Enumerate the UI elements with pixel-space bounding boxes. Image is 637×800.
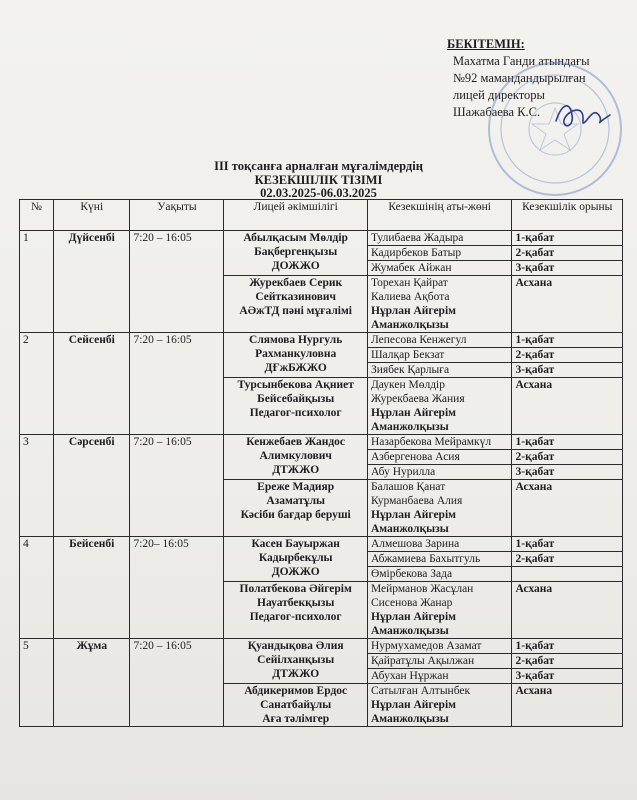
duty-person-cell (367, 639, 512, 654)
admin-line: Сейтказинович (255, 291, 337, 303)
duty-time: 7:20 – 16:05 (130, 639, 224, 727)
day-name: Жұма (54, 639, 130, 727)
duty-person-cell (367, 582, 512, 639)
duty-person: Журекбаева Жания (370, 393, 465, 405)
day-name: Дүйсенбі (54, 231, 130, 333)
duty-person-cell (367, 348, 512, 363)
duty-person-cell (367, 669, 512, 684)
admin-line: ДТЖЖО (272, 464, 320, 476)
admin-line: Азаматұлы (266, 495, 326, 507)
duty-place: 3-қабат (512, 669, 623, 684)
duty-person-cell (367, 480, 512, 537)
duty-person-cell (367, 684, 512, 727)
admin-line: Турсынбекова Ақниет (237, 379, 354, 391)
duty-place: 1-қабат (512, 639, 623, 654)
duty-person-cell (367, 450, 512, 465)
duty-person: Торехан Қайрат (370, 277, 448, 289)
day-number: 5 (20, 639, 54, 727)
header-duty: Кезекшінің аты-жөні (367, 200, 512, 231)
day-name: Сәрсенбі (54, 435, 130, 537)
table-row (20, 537, 623, 552)
duty-place: Асхана (512, 276, 623, 333)
admin-line: Бейсебайқызы (257, 393, 335, 405)
admin-cell (224, 480, 368, 537)
admin-line: Кенжебаев Жандос (246, 436, 346, 448)
header-day: Күні (54, 200, 130, 231)
table-row (20, 231, 623, 246)
admin-line: Сейілханқызы (257, 654, 335, 666)
admin-line: Науатбекқызы (257, 597, 335, 609)
duty-person: Нурмухамедов Азамат (370, 640, 482, 652)
duty-person-bold: Нұрлан Айгерім (370, 699, 456, 711)
duty-person-bold: Аманжолқызы (370, 523, 449, 535)
duty-person-bold: Нұрлан Айгерім (370, 407, 456, 419)
duty-person: Назарбекова Мейрамкүл (370, 436, 492, 448)
admin-line: Рахманкуловна (255, 348, 337, 360)
duty-person: Даукен Мөлдір (370, 379, 445, 391)
duty-place: 2-қабат (512, 450, 623, 465)
duty-person: Азбергенова Асия (370, 451, 460, 463)
duty-person-bold: Нұрлан Айгерім (370, 305, 456, 317)
admin-line: Аға тәлімгер (262, 713, 330, 725)
duty-person-cell (367, 246, 512, 261)
duty-person: Калиева Ақбота (370, 291, 450, 303)
duty-person-cell (367, 465, 512, 480)
admin-cell (224, 537, 368, 582)
signature-mark (552, 95, 612, 135)
admin-cell (224, 639, 368, 684)
approval-line: лицей директоры (453, 88, 545, 102)
day-number: 3 (20, 435, 54, 537)
duty-place: 1-қабат (512, 537, 623, 552)
table-header-row (20, 200, 623, 231)
admin-line: Слямова Нургуль (249, 334, 343, 346)
duty-time: 7:20 – 16:05 (130, 333, 224, 435)
duty-person: Сисенова Жанар (370, 597, 453, 609)
day-number: 4 (20, 537, 54, 639)
duty-place: 2-қабат (512, 348, 623, 363)
duty-place: 2-қабат (512, 246, 623, 261)
duty-schedule-table (19, 199, 623, 727)
header-num: № (20, 200, 54, 231)
duty-person: Зиябек Қарлыға (370, 364, 450, 376)
duty-person: Абу Нурилла (370, 466, 436, 478)
admin-cell (224, 435, 368, 480)
admin-line: Бақбергенқызы (254, 246, 338, 258)
duty-time: 7:20 – 16:05 (130, 435, 224, 537)
duty-person-cell (367, 567, 512, 582)
duty-person-cell (367, 435, 512, 450)
duty-place: 2-қабат (512, 552, 623, 567)
duty-person-bold: Аманжолқызы (370, 713, 449, 725)
duty-person-cell (367, 537, 512, 552)
admin-line: ДОЖЖО (271, 566, 320, 578)
duty-place: 3-қабат (512, 363, 623, 378)
table-row (20, 435, 623, 450)
table-row (20, 333, 623, 348)
admin-line: Касен Бауыржан (251, 538, 340, 550)
duty-place (512, 567, 623, 582)
duty-place: 2-қабат (512, 654, 623, 669)
duty-person: Курманбаева Алия (370, 495, 463, 507)
duty-person-bold: Нұрлан Айгерім (370, 509, 456, 521)
admin-cell (224, 276, 368, 333)
admin-line: Қуандықова Әлия (247, 640, 344, 652)
day-number: 2 (20, 333, 54, 435)
duty-person-cell (367, 378, 512, 435)
duty-person-bold: Аманжолқызы (370, 421, 449, 433)
duty-person: Абжамиева Бахытгуль (370, 553, 481, 565)
duty-person-bold: Аманжолқызы (370, 319, 449, 331)
admin-line: Абылқасым Мөлдір (243, 232, 348, 244)
admin-line: Полатбекова Әйгерім (239, 583, 352, 595)
admin-line: ДТЖЖО (272, 668, 320, 680)
table-row (20, 639, 623, 654)
admin-line: Абдикеримов Ердос (244, 685, 348, 697)
admin-cell (224, 333, 368, 378)
date-range: 02.03.2025-06.03.2025 (260, 186, 377, 200)
duty-person: Мейрманов Жасұлан (370, 583, 474, 595)
duty-person: Жумабек Айжан (370, 262, 452, 274)
admin-line: Кәсіби бағдар беруші (240, 509, 351, 521)
document-title: ІІІ тоқсанға арналған мұғалімдердің (214, 159, 423, 173)
duty-person-cell (367, 552, 512, 567)
admin-cell (224, 582, 368, 639)
approval-line: Махатма Ганди атындағы (453, 54, 590, 68)
approval-title: БЕКІТЕМІН: (447, 37, 525, 51)
duty-place: 1-қабат (512, 333, 623, 348)
admin-line: Педагог-психолог (249, 407, 342, 419)
duty-person: Қайратұлы Ақылжан (370, 655, 475, 667)
duty-person: Абухан Нұржан (370, 670, 449, 682)
duty-person-cell (367, 276, 512, 333)
duty-person: Сатылған Алтынбек (370, 685, 471, 697)
duty-person-cell (367, 261, 512, 276)
day-name: Бейсенбі (54, 537, 130, 639)
duty-person-bold: Аманжолқызы (370, 625, 449, 637)
duty-place: 3-қабат (512, 261, 623, 276)
day-name: Сейсенбі (54, 333, 130, 435)
admin-cell (224, 231, 368, 276)
admin-line: Алимкулович (259, 450, 332, 462)
duty-place: Асхана (512, 582, 623, 639)
admin-line: ДОЖЖО (271, 260, 320, 272)
duty-place: Асхана (512, 480, 623, 537)
document-subtitle: КЕЗЕКШІЛІК ТІЗІМІ (254, 173, 383, 187)
admin-cell (224, 684, 368, 727)
duty-person-bold: Нұрлан Айгерім (370, 611, 456, 623)
duty-person-cell (367, 363, 512, 378)
admin-line: ДҒжБЖЖО (264, 362, 327, 374)
duty-person: Лепесова Кенжегул (370, 334, 467, 346)
duty-person: Шалқар Бекзат (370, 349, 445, 361)
admin-cell (224, 378, 368, 435)
approval-line: №92 мамандандырылған (453, 71, 586, 85)
day-number: 1 (20, 231, 54, 333)
duty-place: Асхана (512, 684, 623, 727)
duty-time: 7:20 – 16:05 (130, 231, 224, 333)
duty-person: Алмешова Зарина (370, 538, 460, 550)
header-time: Уақыты (130, 200, 224, 231)
duty-place: Асхана (512, 378, 623, 435)
duty-person-cell (367, 654, 512, 669)
duty-place: 1-қабат (512, 435, 623, 450)
duty-person: Кадирбеков Батыр (370, 247, 462, 259)
duty-person: Тулибаева Жадыра (370, 232, 464, 244)
admin-line: Кадырбекұлы (258, 552, 333, 564)
duty-person-cell (367, 333, 512, 348)
duty-place: 3-қабат (512, 465, 623, 480)
duty-person: Балашов Қанат (370, 481, 446, 493)
duty-place: 1-қабат (512, 231, 623, 246)
admin-line: Ереже Мадияр (257, 481, 335, 493)
duty-time: 7:20– 16:05 (130, 537, 224, 639)
admin-line: Журекбаев Серик (249, 277, 343, 289)
duty-person-cell (367, 231, 512, 246)
admin-line: Педагог-психолог (249, 611, 342, 623)
admin-line: Санатбайұлы (260, 699, 332, 711)
header-admin: Лицей әкімшілігі (224, 200, 368, 231)
header-place: Кезекшілік орыны (512, 200, 623, 231)
duty-person: Өмірбекова Зада (370, 568, 453, 580)
admin-line: АӘжТД пәні мұғалімі (239, 305, 352, 317)
approval-line: Шажабаева К.С. (453, 105, 541, 119)
